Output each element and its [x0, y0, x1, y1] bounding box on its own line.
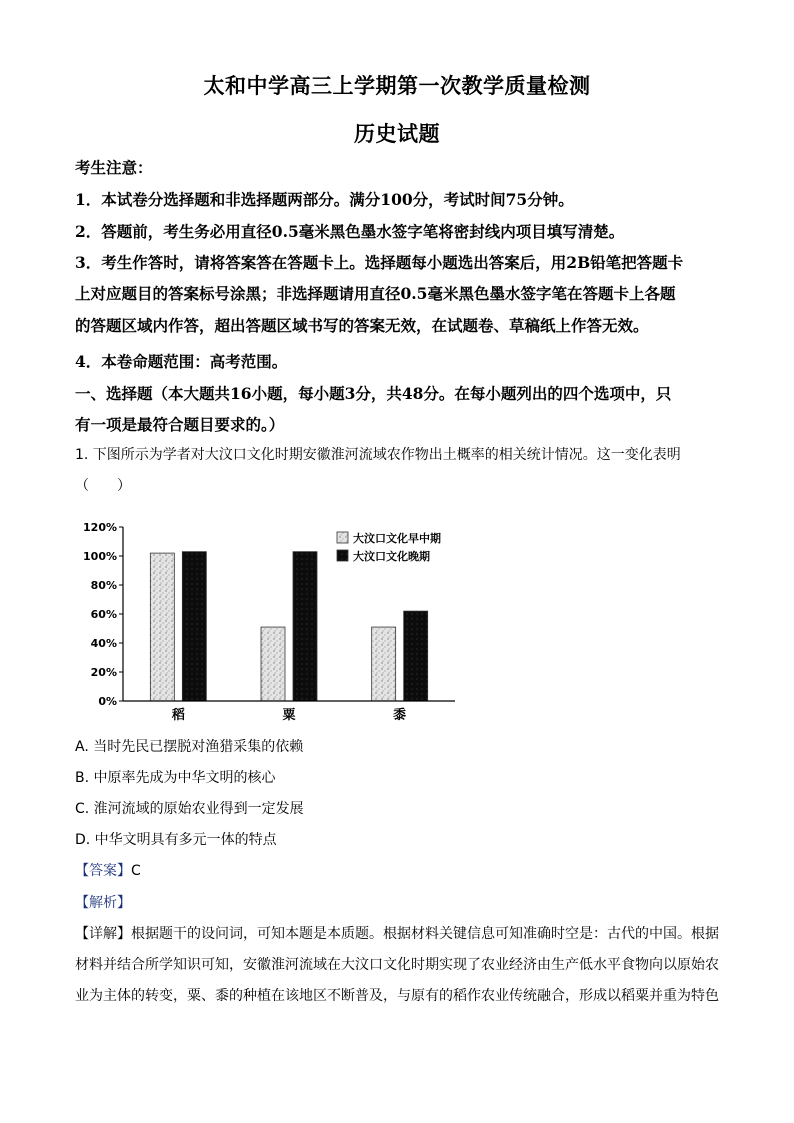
- option-b: B. 中原率先成为中华文明的核心: [75, 770, 276, 786]
- legend-label: 大汶口文化早中期: [353, 532, 441, 545]
- option-d: D. 中华文明具有多元一体的特点: [75, 832, 277, 848]
- exam-title: 太和中学高三上学期第一次教学质量检测: [203, 73, 591, 98]
- exam-subtitle: 历史试题: [354, 121, 440, 146]
- analysis-label: 【解析】: [75, 895, 131, 911]
- answer-value: C: [131, 863, 141, 879]
- y-tick-label: 120%: [83, 521, 117, 534]
- bar-late-1: [293, 552, 317, 701]
- bar-early-middle-0: [150, 553, 174, 701]
- notice-item-3-cont2: 的答题区域内作答，超出答题区域书写的答案无效，在试题卷、草稿纸上作答无效。: [75, 316, 649, 335]
- analysis-line-1: 【详解】根据题干的设问词，可知本题是本质题。根据材料关键信息可知准确时空是：古代的中国。根据: [75, 926, 719, 942]
- bar-chart: [75, 512, 495, 727]
- legend-swatch: [337, 532, 348, 543]
- notice-item-3-cont: 上对应题目的答案标号涂黑；非选择题请用直径0.5毫米黑色墨水签字笔在答题卡上各题: [75, 284, 676, 303]
- answer-row: [75, 861, 735, 881]
- analysis-line-2: 材料并结合所学知识可知，安徽淮河流域在大汶口文化时期实现了农业经济由生产低水平食物向以原始农: [75, 957, 719, 973]
- bar-late-0: [182, 552, 206, 701]
- y-tick-label: 60%: [90, 608, 117, 621]
- y-tick-label: 80%: [90, 579, 117, 592]
- x-category-label: 稻: [171, 708, 185, 723]
- y-tick-label: 0%: [98, 695, 117, 708]
- notice-item-4: 4．本卷命题范围：高考范围。: [75, 352, 288, 371]
- notice-item-1: 1．本试卷分选择题和非选择题两部分。满分100分，考试时间75分钟。: [75, 190, 574, 209]
- y-tick-label: 100%: [83, 550, 117, 563]
- x-category-label: 黍: [393, 708, 407, 723]
- y-tick-label: 40%: [90, 637, 117, 650]
- notice-item-3: 3．考生作答时，请将答案答在答题卡上。选择题每小题选出答案后，用2B铅笔把答题卡: [75, 253, 684, 272]
- bar-early-middle-2: [372, 627, 396, 701]
- section-heading-cont: 有一项是最符合题目要求的。）: [75, 415, 285, 434]
- legend-label: 大汶口文化晚期: [353, 550, 430, 563]
- option-a: A. 当时先民已摆脱对渔猎采集的依赖: [75, 739, 304, 755]
- x-category-label: 粟: [282, 708, 296, 723]
- section-heading: 一、选择题（本大题共16小题，每小题3分，共48分。在每小题列出的四个选项中，只: [75, 384, 672, 403]
- option-c: C. 淮河流域的原始农业得到一定发展: [75, 801, 304, 817]
- notice-heading: 考生注意：: [75, 158, 153, 177]
- bar-early-middle-1: [261, 627, 285, 701]
- question-stem: 1. 下图所示为学者对大汶口文化时期安徽淮河流域农作物出土概率的相关统计情况。这一变化表明: [75, 447, 681, 463]
- legend-swatch: [337, 550, 348, 561]
- answer-label: 【答案】: [75, 863, 131, 879]
- notice-item-2: 2．答题前，考生务必用直径0.5毫米黑色墨水签字笔将密封线内项目填写清楚。: [75, 222, 625, 241]
- y-tick-label: 20%: [90, 666, 117, 679]
- question-blank: （ ）: [75, 478, 131, 494]
- bar-late-2: [404, 611, 428, 701]
- analysis-line-3: 业为主体的转变，粟、黍的种植在该地区不断普及，与原有的稻作农业传统融合，形成以稻粟并重为特色: [75, 988, 719, 1004]
